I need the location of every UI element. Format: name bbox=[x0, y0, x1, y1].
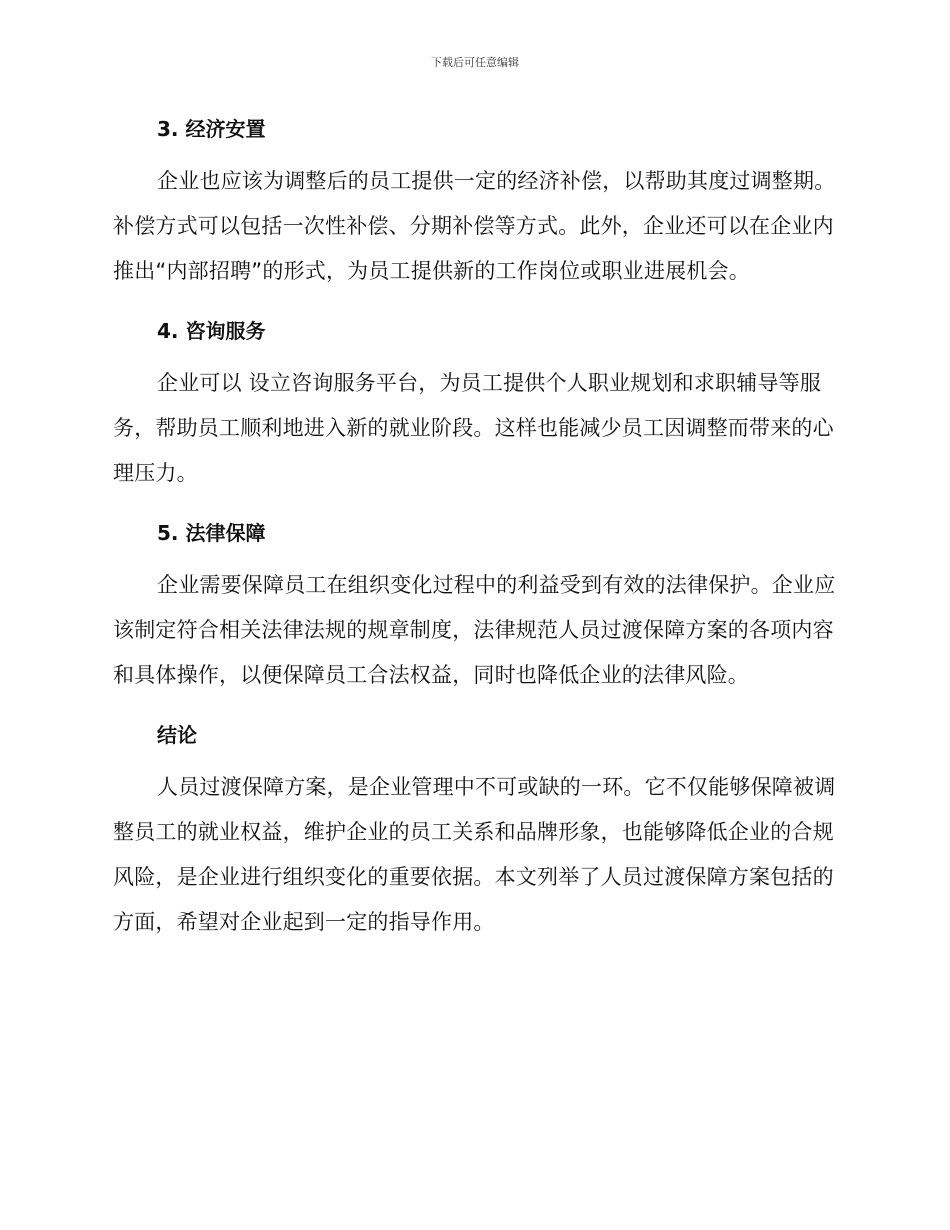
section-heading-legal-protection: 5. 法律保障 bbox=[157, 521, 266, 545]
section-heading-conclusion: 结论 bbox=[157, 723, 197, 747]
section-heading-consulting-service: 4. 咨询服务 bbox=[157, 319, 266, 343]
page-header-note: 下载后可任意编辑 bbox=[431, 56, 519, 69]
section-paragraph-consulting-service: 企业可以 设立咨询服务平台，为员工提供个人职业规划和求职辅导等服务，帮助员工顺利地进入新的就业阶段。这样也能减少员工因调整而带来的心理压力。 bbox=[113, 371, 834, 485]
document-body bbox=[113, 114, 843, 945]
section-paragraph-legal-protection: 企业需要保障员工在组织变化过程中的利益受到有效的法律保护。企业应该制定符合相关法律法规的规章制度，法律规范人员过渡保障方案的各项内容和具体操作，以便保障员工合法权益，同时也降低企业的法律风险。 bbox=[113, 573, 836, 687]
section-paragraph-economic-settlement: 企业也应该为调整后的员工提供一定的经济补偿，以帮助其度过调整期。补偿方式可以包括一次性补偿、分期补偿等方式。此外，企业还可以在企业内推出“内部招聘”的形式，为员工提供新的工作岗位或职业进展机会。 bbox=[113, 169, 836, 283]
section-paragraph-conclusion: 人员过渡保障方案，是企业管理中不可或缺的一环。它不仅能够保障被调整员工的就业权益，维护企业的员工关系和品牌形象，也能够降低企业的合规风险，是企业进行组织变化的重要依据。本文列举了人员过渡保障方案包括的方面，希望对企业起到一定的指导作用。 bbox=[113, 775, 836, 934]
section-heading-economic-settlement: 3. 经济安置 bbox=[157, 117, 266, 141]
